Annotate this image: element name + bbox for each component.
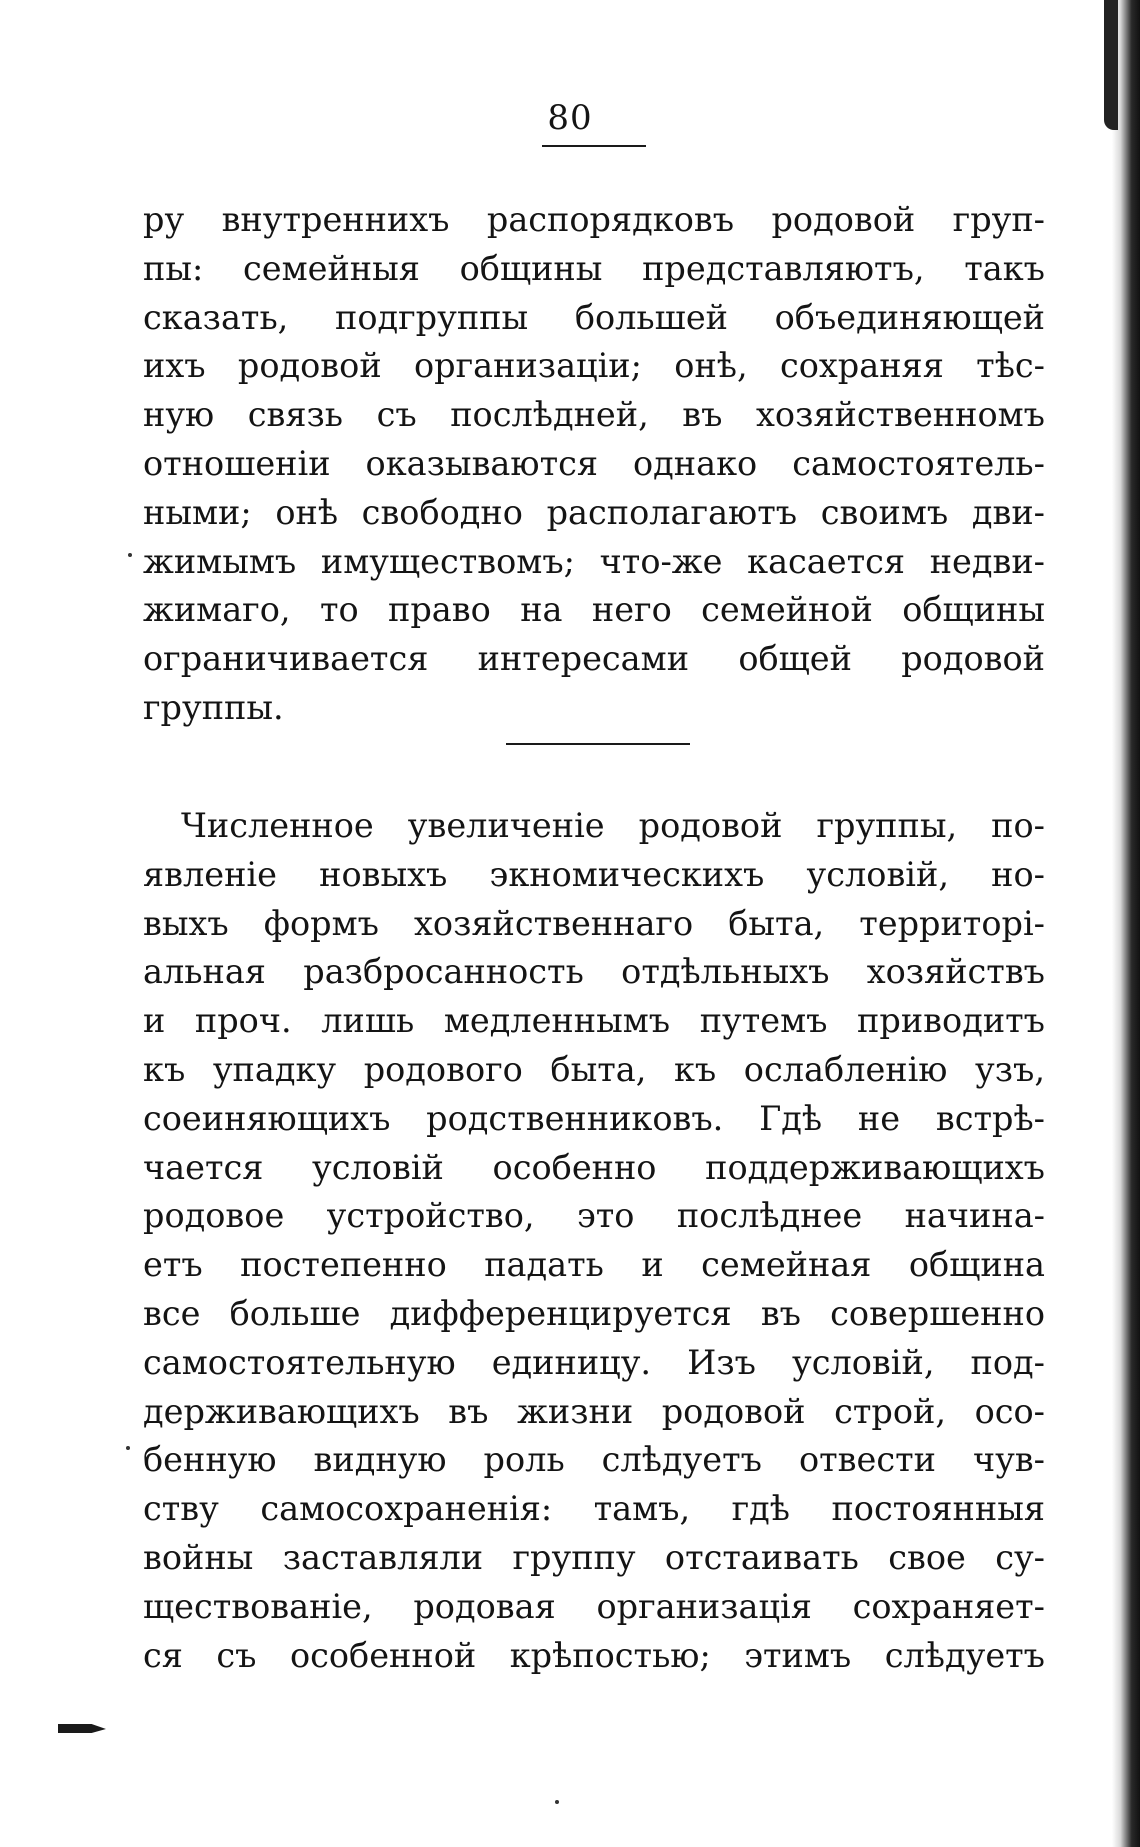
text-line: все больше дифференцируется въ совершенно — [143, 1293, 1045, 1333]
text-line: ся съ особенной крѣпостью; этимъ слѣдуетъ — [143, 1635, 1045, 1675]
text-line: явленiе новыхъ экномическихъ условiй, но- — [143, 854, 1045, 894]
text-line: самостоятельную единицу. Изъ условiй, под- — [143, 1342, 1045, 1382]
text-line: ществованiе, родовая организацiя сохраняет- — [143, 1586, 1045, 1626]
text-line: соеиняющихъ родственниковъ. Гдѣ не встрѣ- — [143, 1098, 1045, 1138]
text-line: отношенiи оказываются однако самостоятель- — [143, 443, 1045, 483]
ink-speck — [128, 553, 132, 557]
section-divider — [506, 743, 690, 745]
text-line: пы: семейныя общины представляютъ, такъ — [143, 248, 1045, 288]
page-number-rule — [542, 145, 646, 147]
text-line: жимымъ имуществомъ; что-же касается недви- — [143, 541, 1045, 581]
text-line: группы. — [143, 687, 284, 727]
text-line: и проч. лишь медленнымъ путемъ приводитъ — [143, 1001, 1045, 1041]
text-line: бенную видную роль слѣдуетъ отвести чув- — [143, 1440, 1045, 1480]
text-line: ихъ родовой организацiи; онѣ, сохраняя тѣс- — [143, 346, 1045, 386]
text-line: альная разбросанность отдѣльныхъ хозяйствъ — [143, 952, 1045, 992]
margin-pointer-mark — [58, 1724, 106, 1733]
text-line: къ упадку родового быта, къ ослабленiю узъ, — [143, 1049, 1045, 1089]
page-number: 80 — [547, 98, 593, 138]
page-edge-shadow — [1112, 0, 1140, 1847]
text-line: чается условiй особенно поддерживающихъ — [143, 1147, 1045, 1187]
text-line: ру внутреннихъ распорядковъ родовой груп- — [143, 200, 1045, 239]
text-line: держивающихъ въ жизни родовой строй, осо- — [143, 1391, 1045, 1431]
text-line: ными; онѣ свободно располагаютъ своимъ дви- — [143, 492, 1045, 532]
text-line: ограничивается интересами общей родовой — [143, 639, 1045, 679]
ink-speck — [126, 1446, 130, 1450]
text-line: выхъ формъ хозяйственнаго быта, территорi- — [143, 903, 1045, 943]
text-line: ству самосохраненiя: тамъ, гдѣ постоянныя — [143, 1489, 1045, 1529]
text-line: Численное увеличенiе родовой группы, по- — [181, 806, 1045, 845]
paragraph-main — [143, 802, 1045, 1680]
paragraph-continued — [143, 196, 1045, 733]
ink-speck — [555, 1800, 559, 1804]
text-line: етъ постепенно падать и семейная община — [143, 1245, 1045, 1285]
text-line: родовое устройство, это послѣднее начина- — [143, 1196, 1045, 1236]
text-line: ную связь съ послѣдней, въ хозяйственномъ — [143, 395, 1045, 435]
text-line: жимаго, то право на него семейной общины — [143, 590, 1045, 630]
text-line: войны заставляли группу отстаивать свое су- — [143, 1537, 1045, 1577]
text-line: сказать, подгруппы большей объединяющей — [143, 297, 1045, 337]
